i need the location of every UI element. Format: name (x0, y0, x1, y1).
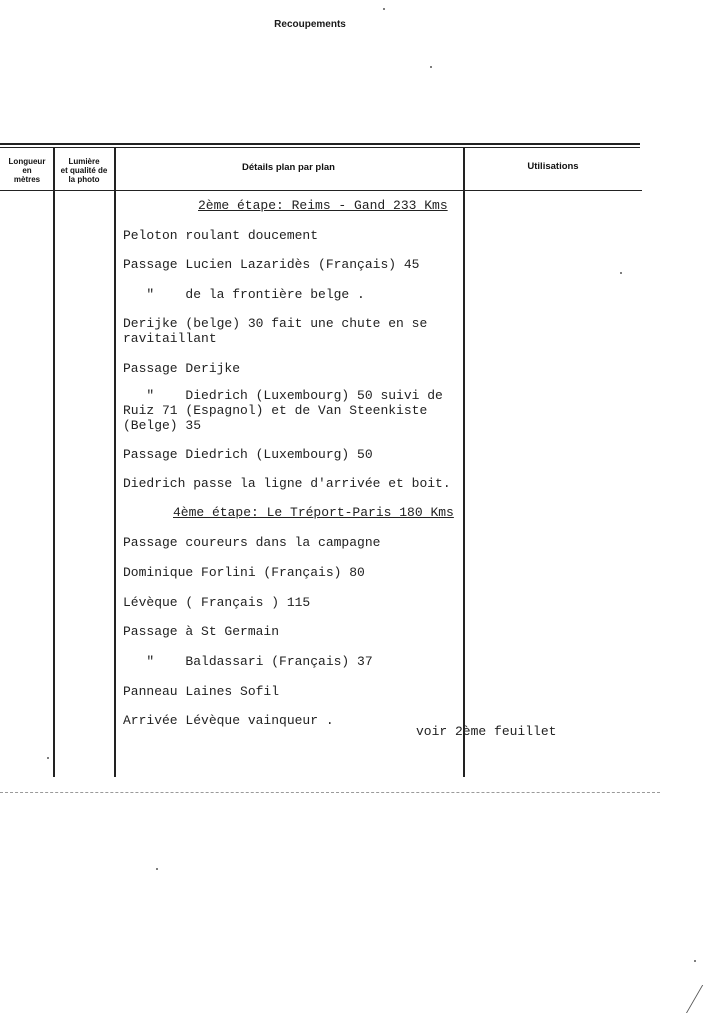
column-divider-1 (53, 147, 55, 777)
entry-row-12: Lévèque ( Français ) 115 (123, 595, 311, 610)
stage-heading-4: 4ème étape: Le Tréport-Paris 180 Kms (173, 505, 454, 520)
header-length-line-2: en (22, 166, 32, 175)
page-corner-fold (686, 985, 711, 1013)
entry-row-8: Diedrich passe la ligne d'arrivée et boit. (123, 476, 451, 491)
header-length-line-1: Longueur (8, 157, 46, 166)
header-light (55, 157, 113, 184)
header-length-line-3: mètres (13, 175, 41, 184)
header-light-line-3: la photo (68, 175, 100, 184)
entry-row-15: Panneau Laines Sofil (123, 684, 280, 699)
column-divider-3 (463, 147, 465, 777)
scan-speck (430, 66, 432, 68)
continued-note: voir 2ème feuillet (416, 724, 557, 739)
header-uses: Utilisations (527, 161, 579, 172)
entry-row-2: Passage Lucien Lazaridès (Français) 45 (123, 257, 420, 272)
entry-row-13: Passage à St Germain (123, 624, 280, 639)
scan-speck (620, 272, 622, 274)
table-top-rule (0, 143, 640, 145)
page-dotted-rule (0, 792, 660, 793)
scan-speck (694, 960, 696, 962)
entry-row-4: Derijke (belge) 30 fait une chute en se ravitaillant (123, 316, 428, 346)
entry-row-1: Peloton roulant doucement (123, 228, 319, 243)
header-light-line-1: Lumière (68, 157, 100, 166)
entry-row-5: Passage Derijke (123, 361, 241, 376)
scan-speck (47, 757, 49, 759)
scan-speck (383, 8, 385, 10)
page-title: Recoupements (274, 19, 346, 30)
header-length (2, 157, 52, 184)
entry-row-11: Dominique Forlini (Français) 80 (123, 565, 365, 580)
entry-row-10: Passage coureurs dans la campagne (123, 535, 381, 550)
scan-speck (156, 868, 158, 870)
stage-heading-2: 2ème étape: Reims - Gand 233 Kms (198, 198, 448, 213)
entry-row-16: Arrivée Lévèque vainqueur . (123, 713, 334, 728)
entry-row-14: " Baldassari (Français) 37 (123, 654, 373, 669)
column-divider-2 (114, 147, 116, 777)
header-details: Détails plan par plan (242, 162, 335, 173)
entry-row-7: Passage Diedrich (Luxembourg) 50 (123, 447, 373, 462)
table-top-rule-secondary (0, 147, 640, 148)
entry-row-6: " Diedrich (Luxembourg) 50 suivi de Ruiz 71 (Espagnol) et de Van Steenkiste (Belge) 35 (123, 388, 443, 433)
entry-row-3: " de la frontière belge . (123, 287, 365, 302)
header-bottom-rule (0, 190, 642, 191)
header-light-line-2: et qualité de (60, 166, 108, 175)
